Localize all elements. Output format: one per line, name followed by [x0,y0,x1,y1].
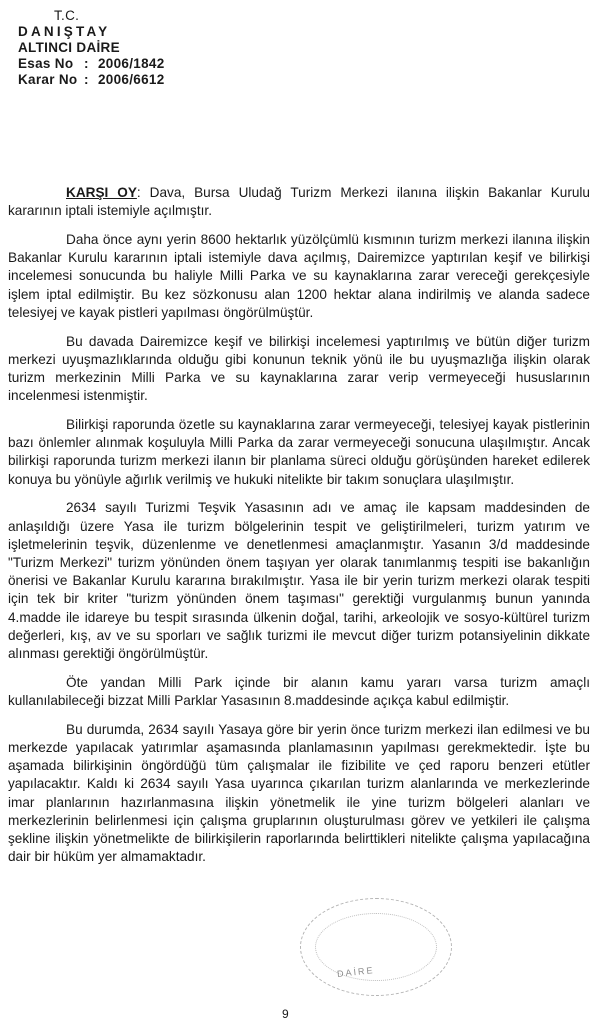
official-stamp [300,898,452,996]
court-name: DANIŞTAY [18,24,111,39]
esas-label: Esas No [18,56,74,71]
karar-value: 2006/6612 [98,72,165,87]
esas-value: 2006/1842 [98,56,165,71]
tc-label: T.C. [54,8,80,23]
stamp-text: DAİRE [336,965,375,979]
document-header [18,8,165,88]
esas-row [18,56,165,72]
stamp-inner-ring [315,913,437,981]
paragraph-1-text: : Dava, Bursa Uludağ Turizm Merkezi ilanına ilişkin Bakanlar Kurulu kararının iptali istemiyle açılmıştır. [8,185,590,219]
karar-separator: : [84,72,89,87]
paragraph-3: Bu davada Dairemizce keşif ve bilirkişi incelemesi yaptırılmış ve bütün diğer turizm merkezi uyuşmazlıklarında olduğu gibi konunun teknik yönü ile bu uyuşmazlığa ilişkin olarak turizm merkezinin Milli Parka ve su kaynaklarına zarar verip vermeyeceği hususlarının incelenmesi istenmiştir. [8,333,590,404]
chamber-name: ALTINCI DAİRE [18,40,120,55]
page-number: 9 [282,1007,289,1021]
paragraph-5: 2634 sayılı Turizmi Teşvik Yasasının adı ve amaç ile kapsam maddesinden de anlaşıldığı üzere Yasa ile turizm bölgelerinin tespit ve geliştirilmeleri, turizm yatırım ve işletmelerinin teşvik, düzenlenme ve denetlenmesi amaçlanmıştır. Yasanın 3/d maddesinde "Turizm Merkezi" turizm yönünden önem taşıyan yer olarak tanımlanmış tespiti ise bakanlığın önerisi ve Bakanlar Kurulu kararına bırakılmıştır. Yasa ile bir yerin turizm merkezi olarak tespiti için tek bir kriter "turizm yönünden önem taşıması" gerektiği vurgulanmış bunun yanında 4.madde ile idareye bu tespit sırasında ülkenin doğal, tarihi, arkeolojik ve sosyo-kültürel turizm değerleri, kış, av ve su sporları ve sağlık turizmi ile mevcut diğer turizm potansiyelinin dikkate alınması gerektiği öngörülmüştür. [8,500,590,662]
esas-separator: : [84,56,89,71]
paragraph-2: Daha önce aynı yerin 8600 hektarlık yüzölçümlü kısmının turizm merkezi ilanına ilişkin Bakanlar Kurulu kararının iptali istemiyle dava açılmış, Dairemizce yaptırılan keşif ve bilirkişi incelemesi sonucunda bu haliyle Milli Parka ve su kaynaklarına zarar vereceği gerekçesiyle işlem iptal edilmiştir. Bu kez sözkonusu alan 1200 hektar alana indirilmiş ve alanda sadece telesiyej ve kayak pistleri yapılması öngörülmüştür. [8,232,590,320]
dissent-label: KARŞI OY [66,185,137,200]
paragraph-1 [8,184,590,220]
document-body [8,184,590,877]
karar-label: Karar No [18,72,78,87]
paragraph-6: Öte yandan Milli Park içinde bir alanın kamu yararı varsa turizm amaçlı kullanılabileceği bizzat Milli Parklar Yasasının 8.maddesinde açıkça kabul edilmiştir. [8,674,590,709]
karar-row [18,72,165,88]
paragraph-4: Bilirkişi raporunda özetle su kaynaklarına zarar vermeyeceği, telesiyej kayak pistlerinin bazı önlemler alınmak koşuluyla Milli Parka da zarar vermeyeceği sonucuna ulaşılmıştır. Ancak bilirkişi raporunda turizm merkezi ilanın bir planlama süreci olduğu görüşünden hareket edilerek konuya bu yönüyle ağırlık verilmiş ve hukuki nitelikte bir takım sonuçlara ulaşılmıştır. [8,417,590,487]
paragraph-7: Bu durumda, 2634 sayılı Yasaya göre bir yerin önce turizm merkezi ilan edilmesi ve bu merkezde yapılacak yatırımlar aşamasında planlamasının yapılması gerekmektedir. İşte bu aşamada bilirkişinin öngördüğü tüm çalışmalar ile fizibilite ve çed raporu benzeri etütler yapılacaktır. Kaldı ki 2634 sayılı Yasa uyarınca çıkarılan turizm alanlarında ve merkezlerinde imar planlarının hazırlanmasına ilişkin yönetmelik ile yine turizm bölgeleri alanları ve merkezlerinin belirlenmesi için çalışma gruplarının oluşturulması görev ve yetkileri ile çalışma şekline ilişkin yönetmelikte de bilirkişilerin raporlarında belirttikleri nitelikte çalışma yapılacağına dair bir hüküm yer almamaktadır. [8,721,590,865]
